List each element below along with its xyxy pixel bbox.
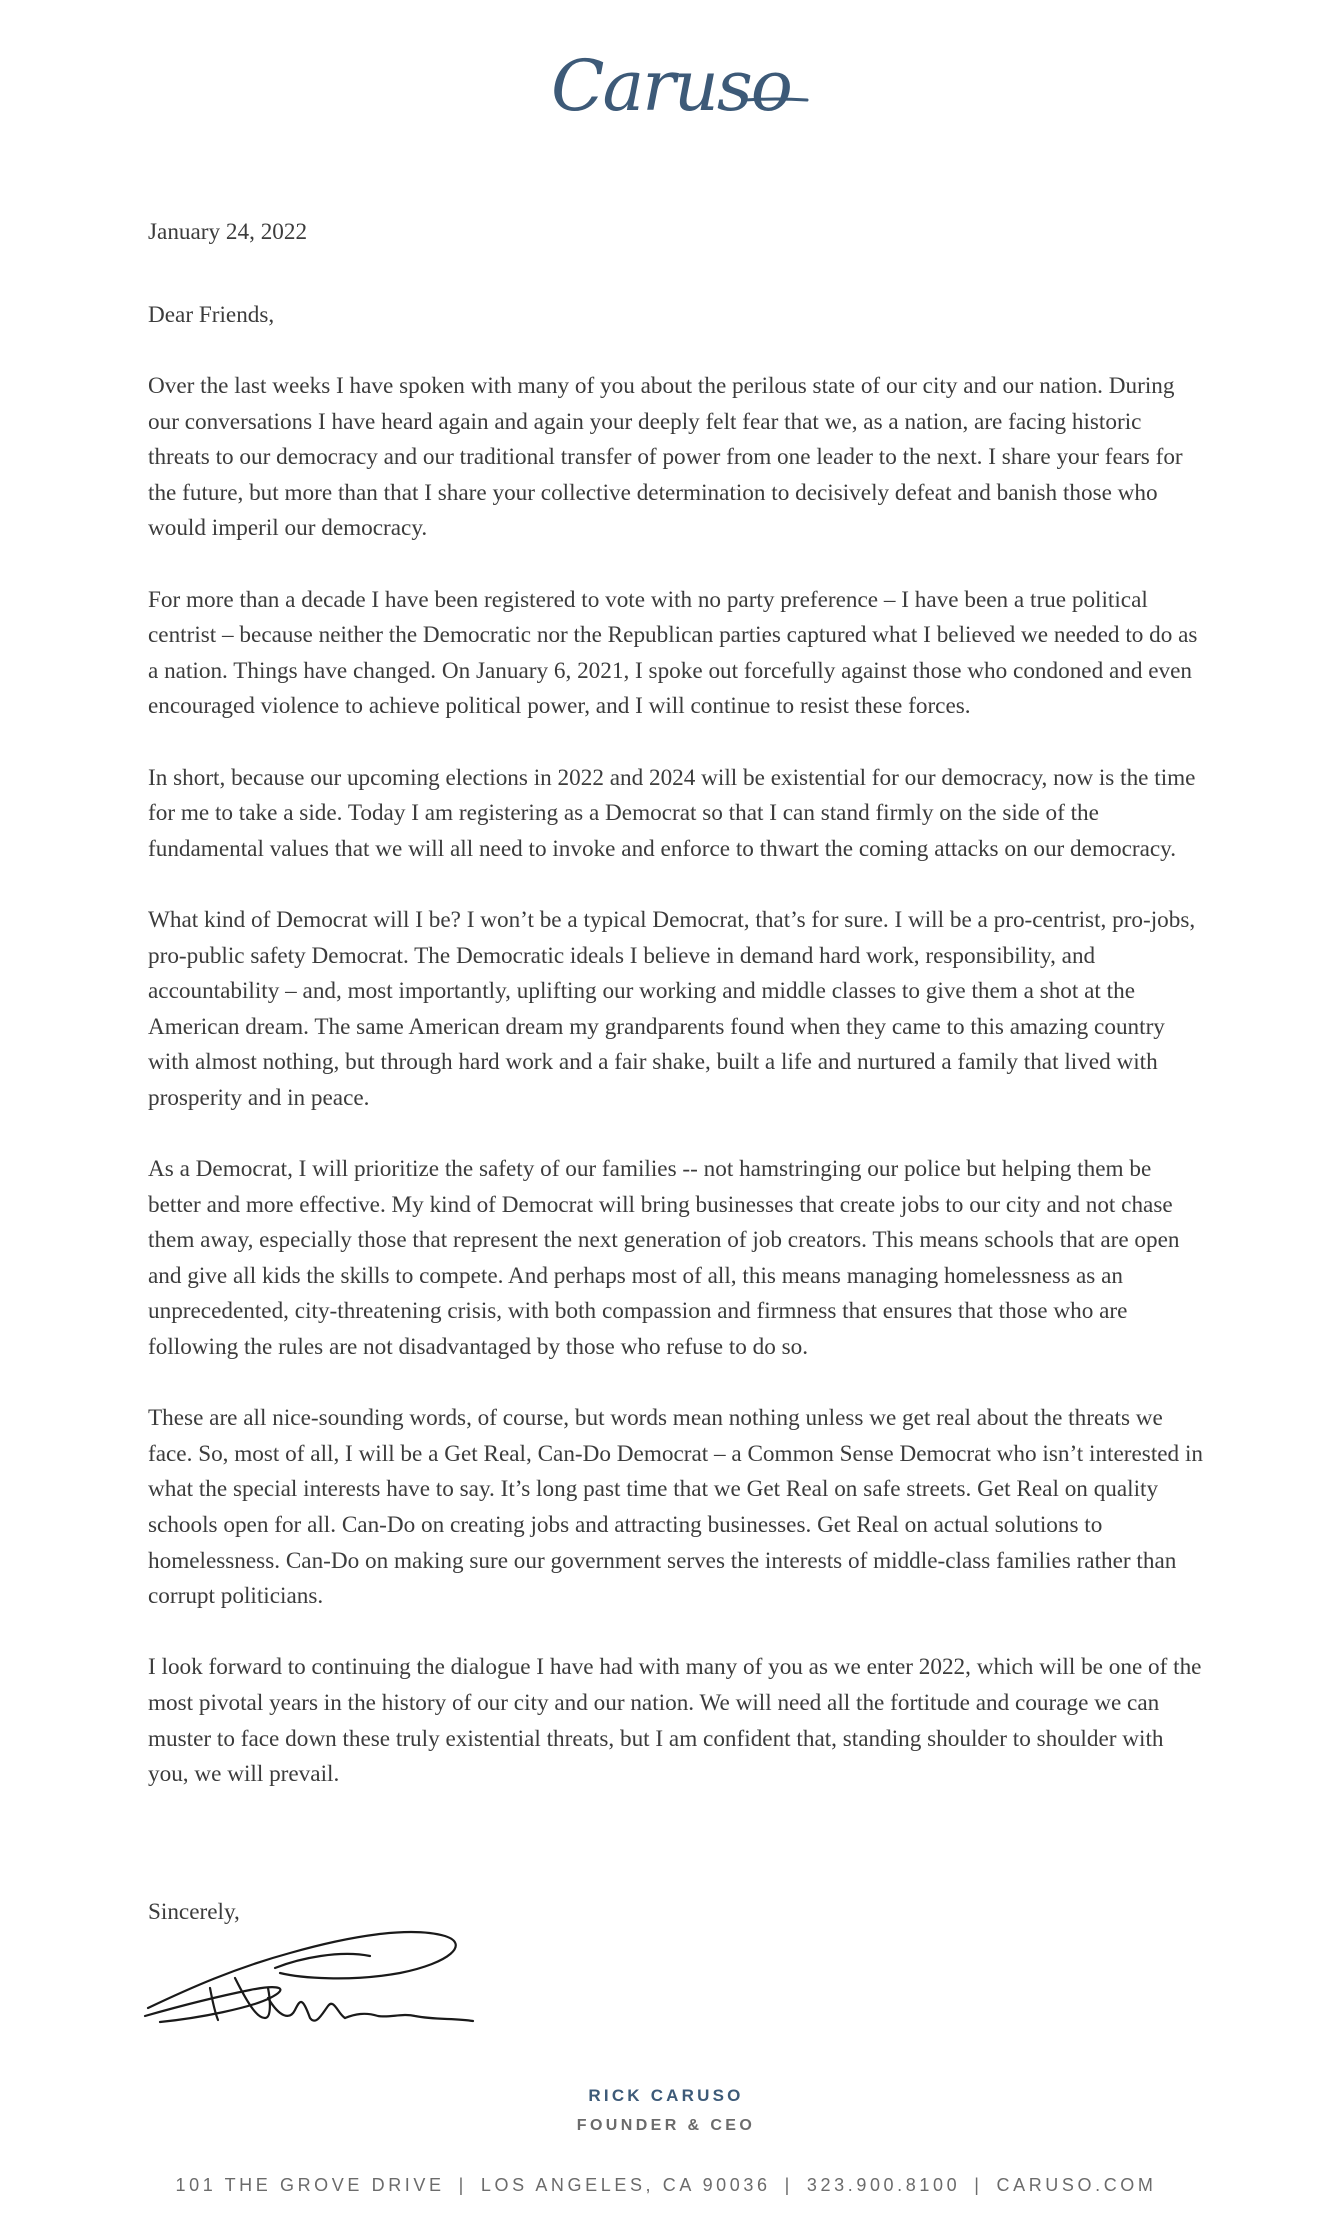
logo-wordmark: Caruso [551, 45, 791, 127]
letter-body [148, 369, 1208, 1828]
paragraph: For more than a decade I have been registered to vote with no party preference – I have been a true political centrist – because neither the Democratic nor the Republican parties captured what I believed we needed to do as a nation. Things have changed. On January 6, 2021, I spoke out forcefully against those who condoned and even encouraged violence to achieve political power, and I will continue to resist these forces. [148, 586, 1198, 720]
signatory-title: FOUNDER & CEO [576, 2117, 756, 2134]
footer-city: LOS ANGELES, CA 90036 [480, 2175, 771, 2195]
salutation: Dear Friends, [148, 302, 275, 328]
caruso-logo [545, 38, 815, 133]
paragraph: These are all nice-sounding words, of course, but words mean nothing unless we get real about the threats we face. So, most of all, I will be a Get Real, Can-Do Democrat – a Common Sense Democrat who isn’t interested in what the special interests have to say. It’s long past time that we Get Real on safe streets. Get Real on quality schools open for all. Can-Do on creating jobs and attracting businesses. Get Real on actual solutions to homelessness. Can-Do on making sure our government serves the interests of middle-class families rather than corrupt politicians. [148, 1405, 1203, 1610]
footer-website: CARUSO.COM [996, 2175, 1157, 2195]
signatory-name: RICK CARUSO [588, 2086, 744, 2105]
footer-divider: | [974, 2175, 983, 2195]
paragraph: Over the last weeks I have spoken with many of you about the perilous state of our city and our nation. During our conversations I have heard again and again your deeply felt fear that we, as a nation, are facing historic threats to our democracy and our traditional transfer of power from one leader to the next. I share your fears for the future, but more than that I share your collective determination to decisively defeat and banish those who would imperil our democracy. [148, 373, 1183, 542]
paragraph: What kind of Democrat will I be? I won’t be a typical Democrat, that’s for sure. I will be a pro-centrist, pro-jobs, pro-public safety Democrat. The Democratic ideals I believe in demand hard work, responsibility, and accountability – and, most importantly, uplifting our working and middle classes to give them a shot at the American dream. The same American dream my grandparents found when they came to this amazing country with almost nothing, but through hard work and a fair shake, built a life and nurtured a family that lived with prosperity and in peace. [148, 906, 1196, 1111]
paragraph: In short, because our upcoming elections in 2022 and 2024 will be existential for our democracy, now is the time for me to take a side. Today I am registering as a Democrat so that I can stand firmly on the side of the fundamental values that we will all need to invoke and enforce to thwart the coming attacks on our democracy. [148, 764, 1196, 862]
closing: Sincerely, [148, 1899, 240, 1925]
letter-date: January 24, 2022 [148, 219, 308, 245]
footer-divider: | [458, 2175, 467, 2195]
footer-phone: 323.900.8100 [806, 2175, 961, 2195]
paragraph: I look forward to continuing the dialogue I have had with many of you as we enter 2022, which will be one of the most pivotal years in the history of our city and our nation. We will need all the fortitude and courage we can muster to face down these truly existential threats, but I am confident that, standing shoulder to shoulder with you, we will prevail. [148, 1654, 1202, 1788]
handwritten-signature [140, 1918, 480, 2038]
letterhead-footer [0, 2175, 1332, 2196]
paragraph: As a Democrat, I will prioritize the safety of our families -- not hamstringing our police but helping them be better and more effective. My kind of Democrat will bring businesses that create jobs to our city and not chase them away, especially those that represent the next generation of job creators. This means schools that are open and give all kids the skills to compete. And perhaps most of all, this means managing homelessness as an unprecedented, city-threatening crisis, with both compassion and firmness that ensures that those who are following the rules are not disadvantaged by those who refuse to do so. [148, 1156, 1180, 1361]
footer-divider: | [784, 2175, 793, 2195]
footer-address: 101 THE GROVE DRIVE [175, 2175, 445, 2195]
